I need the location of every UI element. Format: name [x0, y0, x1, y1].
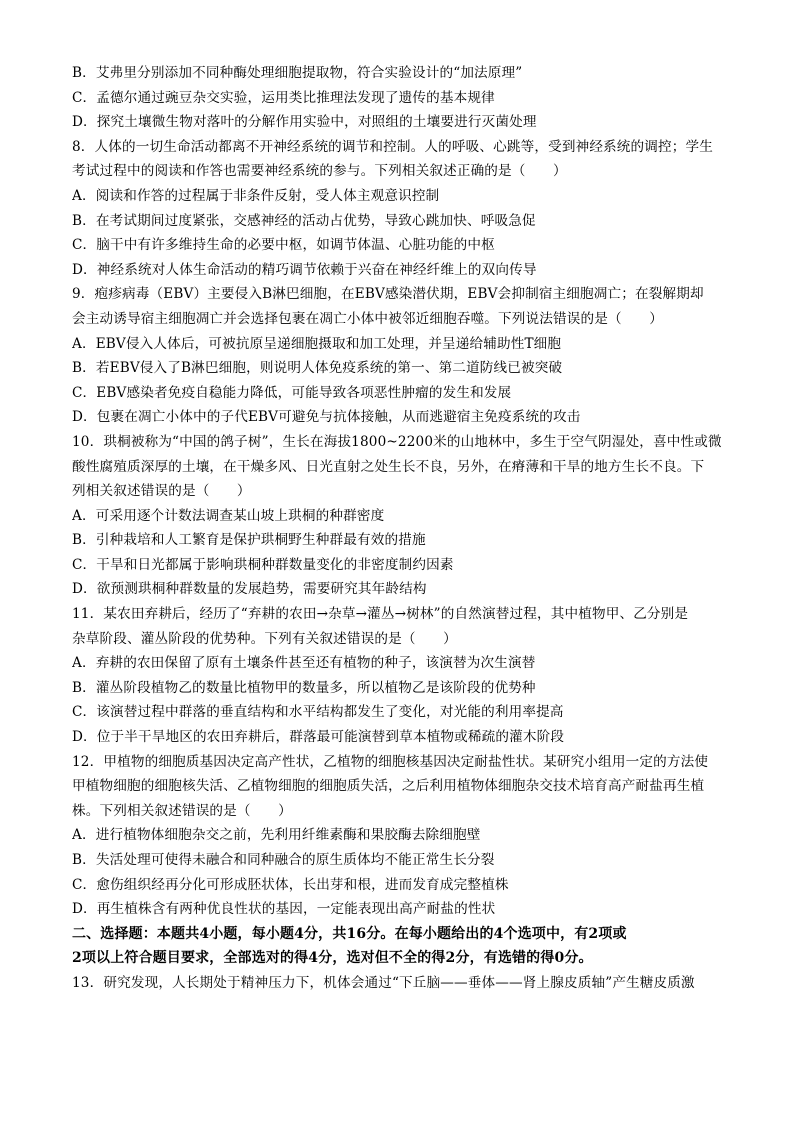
- question-9-stem: 9．疱疹病毒（EBV）主要侵入B淋巴细胞，在EBV感染潜伏期，EBV会抑制宿主细胞凋亡；在裂解期却: [72, 286, 704, 303]
- question-11-stem: 11．某农田弃耕后，经历了“弃耕的农田→杂草→灌丛→树林”的自然演替过程，其中植物甲、乙分别是: [72, 606, 689, 623]
- option-d-soil-microbe: D．探究土壤微生物对落叶的分解作用实验中，对照组的土壤要进行灭菌处理: [72, 114, 537, 131]
- question-13-stem: 13．研究发现，人长期处于精神压力下，机体会通过“下丘脑——垂体——肾上腺皮质轴”产生糖皮质激: [72, 974, 695, 991]
- q11-option-c: C．该演替过程中群落的垂直结构和水平结构都发生了变化，对光能的利用率提高: [72, 704, 564, 721]
- question-8-stem: 8．人体的一切生命活动都离不开神经系统的调节和控制。人的呼吸、心跳等，受到神经系统的调控；学生: [72, 138, 714, 155]
- question-10-stem: 列相关叙述错误的是（ ）: [72, 483, 251, 500]
- q11-option-d: D．位于半干旱地区的农田弃耕后，群落最可能演替到草本植物或稀疏的灌木阶段: [72, 729, 565, 746]
- q9-option-b: B．若EBV侵入了B淋巴细胞，则说明人体免疫系统的第一、第二道防线已被突破: [72, 360, 563, 377]
- option-b-avery: B．艾弗里分别添加不同种酶处理细胞提取物，符合实验设计的“加法原理”: [72, 65, 523, 81]
- question-12-stem: 12．甲植物的细胞质基因决定高产性状，乙植物的细胞核基因决定耐盐性状。某研究小组用一定的方法使: [72, 753, 709, 770]
- q10-option-b: B．引种栽培和人工繁育是保护珙桐野生种群最有效的措施: [72, 532, 426, 549]
- question-12-stem: 甲植物细胞的细胞核失活、乙植物细胞的细胞质失活，之后利用植物体细胞杂交技术培育高产耐盐再生植: [72, 778, 705, 795]
- q12-option-a: A．进行植物体细胞杂交之前，先利用纤维素酶和果胶酶去除细胞壁: [72, 827, 481, 844]
- q12-option-c: C．愈伤组织经再分化可形成胚状体，长出芽和根，进而发育成完整植株: [72, 876, 509, 893]
- q8-option-c: C．脑干中有许多维持生命的必要中枢，如调节体温、心脏功能的中枢: [72, 237, 495, 254]
- q10-option-c: C．干旱和日光都属于影响珙桐种群数量变化的非密度制约因素: [72, 556, 454, 573]
- q10-option-a: A．可采用逐个计数法调查某山坡上珙桐的种群密度: [72, 507, 385, 524]
- question-10-stem: 酸性腐殖质深厚的土壤，在干燥多风、日光直射之处生长不良，另外，在瘠薄和干旱的地方生长不良。下: [72, 458, 705, 475]
- q11-option-b: B．灌丛阶段植物乙的数量比植物甲的数量多，所以植物乙是该阶段的优势种: [72, 679, 536, 696]
- q8-option-b: B．在考试期间过度紧张，交感神经的活动占优势，导致心跳加快、呼吸急促: [72, 212, 536, 229]
- q12-option-d: D．再生植株含有两种优良性状的基因，一定能表现出高产耐盐的性状: [72, 901, 496, 918]
- q9-option-c: C．EBV感染者免疫自稳能力降低，可能导致各项恶性肿瘤的发生和发展: [72, 384, 512, 401]
- section-2-heading: 2项以上符合题目要求，全部选对的得4分，选对但不全的得2分，有选错的得0分。: [72, 950, 593, 967]
- option-c-mendel: C．孟德尔通过豌豆杂交实验，运用类比推理法发现了遗传的基本规律: [72, 89, 495, 106]
- q9-option-a: A．EBV侵入人体后，可被抗原呈递细胞摄取和加工处理，并呈递给辅助性T细胞: [72, 335, 562, 352]
- question-9-stem: 会主动诱导宿主细胞凋亡并会选择包裹在凋亡小体中被邻近细胞吞噬。下列说法错误的是（ ）: [72, 310, 663, 327]
- question-11-stem: 杂草阶段、灌丛阶段的优势种。下列有关叙述错误的是（ ）: [72, 630, 457, 647]
- question-8-stem: 考试过程中的阅读和作答也需要神经系统的参与。下列相关叙述正确的是（ ）: [72, 163, 567, 180]
- question-10-stem: 10．珙桐被称为“中国的鸽子树”，生长在海拔1800~2200米的山地林中，多生于空气阴湿处，喜中性或微: [72, 433, 722, 450]
- question-12-stem: 株。下列相关叙述错误的是（ ）: [72, 802, 292, 819]
- q9-option-d: D．包裹在凋亡小体中的子代EBV可避免与抗体接触，从而逃避宿主免疫系统的攻击: [72, 409, 581, 426]
- exam-page: [72, 61, 724, 996]
- q8-option-a: A．阅读和作答的过程属于非条件反射，受人体主观意识控制: [72, 187, 440, 204]
- section-2-heading: 二、选择题：本题共4小题，每小题4分，共16分。在每小题给出的4个选项中，有2项或: [72, 925, 627, 942]
- q10-option-d: D．欲预测珙桐种群数量的发展趋势，需要研究其年龄结构: [72, 581, 427, 598]
- q12-option-b: B．失活处理可使得未融合和同种融合的原生质体均不能正常生长分裂: [72, 852, 495, 868]
- q11-option-a: A．弃耕的农田保留了原有土壤条件甚至还有植物的种子，该演替为次生演替: [72, 655, 536, 672]
- q8-option-d: D．神经系统对人体生命活动的精巧调节依赖于兴奋在神经纤维上的双向传导: [72, 261, 537, 278]
